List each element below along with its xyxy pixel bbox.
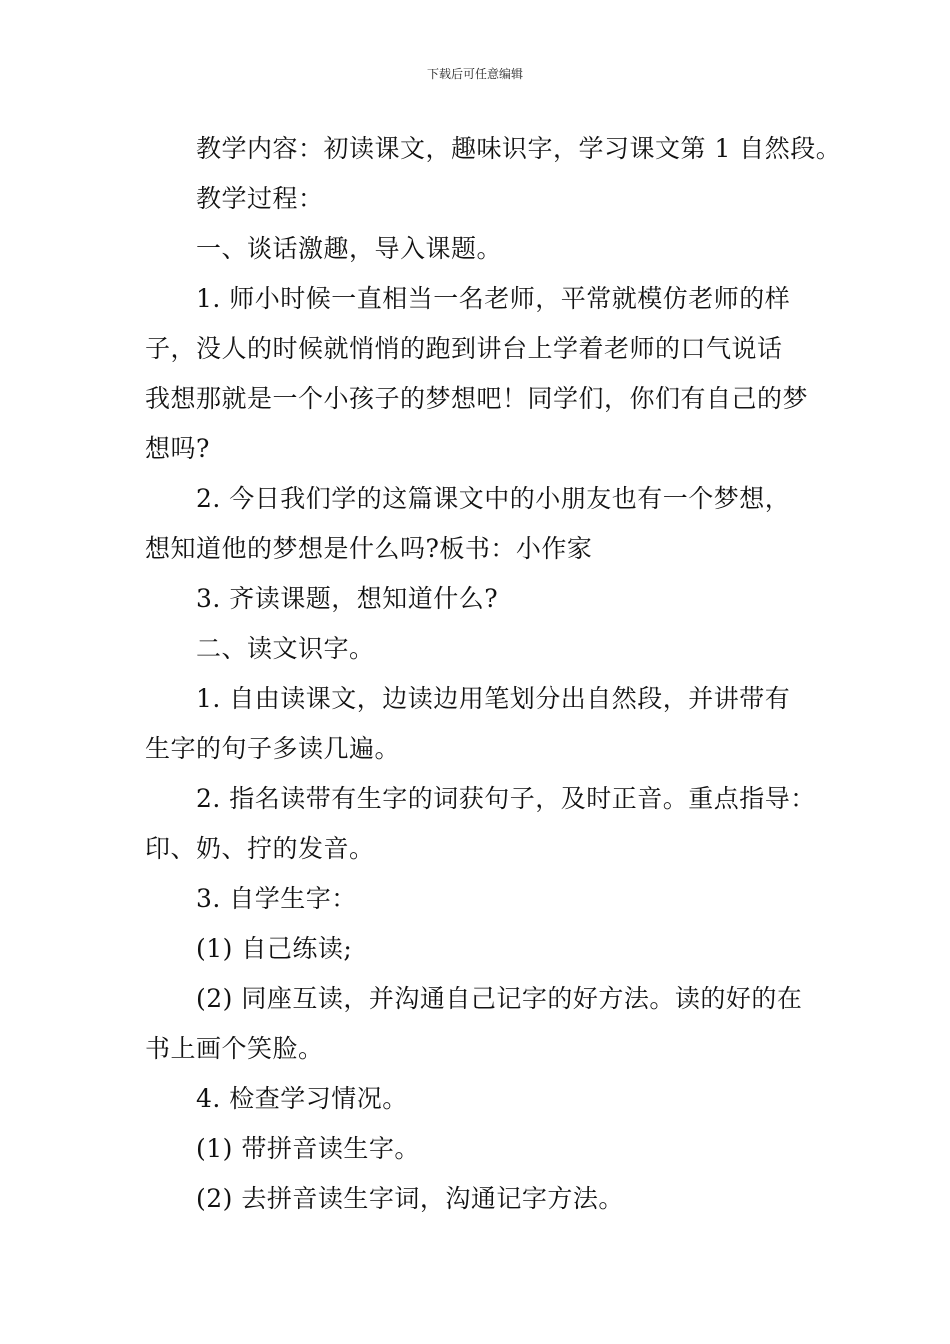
text-line: 书上画个笑脸。 [145, 1034, 324, 1063]
text-line: (2) 去拼音读生字词，沟通记字方法。 [196, 1184, 624, 1213]
text-line: 3. 自学生字： [196, 884, 357, 913]
page-header-note: 下载后可任意编辑 [426, 67, 523, 81]
text-line: (2) 同座互读，并沟通自己记字的好方法。读的好的在 [196, 984, 803, 1013]
text-line: 3. 齐读课题，想知道什么? [196, 584, 499, 613]
text-line: 4. 检查学习情况。 [196, 1084, 408, 1113]
text-line: (1) 带拼音读生字。 [196, 1134, 420, 1163]
text-line: 2. 指名读带有生字的词获句子，及时正音。重点指导： [196, 784, 816, 813]
text-line: 一、谈话激趣，导入课题。 [196, 234, 503, 263]
text-line: 想知道他的梦想是什么吗?板书：小作家 [145, 534, 593, 563]
text-line: 2. 今日我们学的这篇课文中的小朋友也有一个梦想， [196, 484, 791, 513]
text-line: 我想那就是一个小孩子的梦想吧！同学们，你们有自己的梦 [145, 384, 809, 413]
text-line: 想吗? [145, 434, 210, 463]
text-line: 印、奶、拧的发音。 [145, 834, 375, 863]
text-line: (1) 自己练读; [196, 934, 353, 963]
text-line: 子，没人的时候就悄悄的跑到讲台上学着老师的口气说话 [145, 334, 783, 363]
text-line: 教学过程： [196, 184, 324, 213]
text-line: 教学内容：初读课文，趣味识字，学习课文第 1 自然段。 [196, 134, 842, 163]
document-body [145, 124, 842, 1224]
text-line: 1. 自由读课文，边读边用笔划分出自然段，并讲带有 [196, 684, 791, 713]
text-line: 生字的句子多读几遍。 [145, 734, 401, 763]
text-line: 1. 师小时候一直相当一名老师，平常就模仿老师的样 [196, 284, 791, 313]
text-line: 二、读文识字。 [196, 634, 375, 663]
